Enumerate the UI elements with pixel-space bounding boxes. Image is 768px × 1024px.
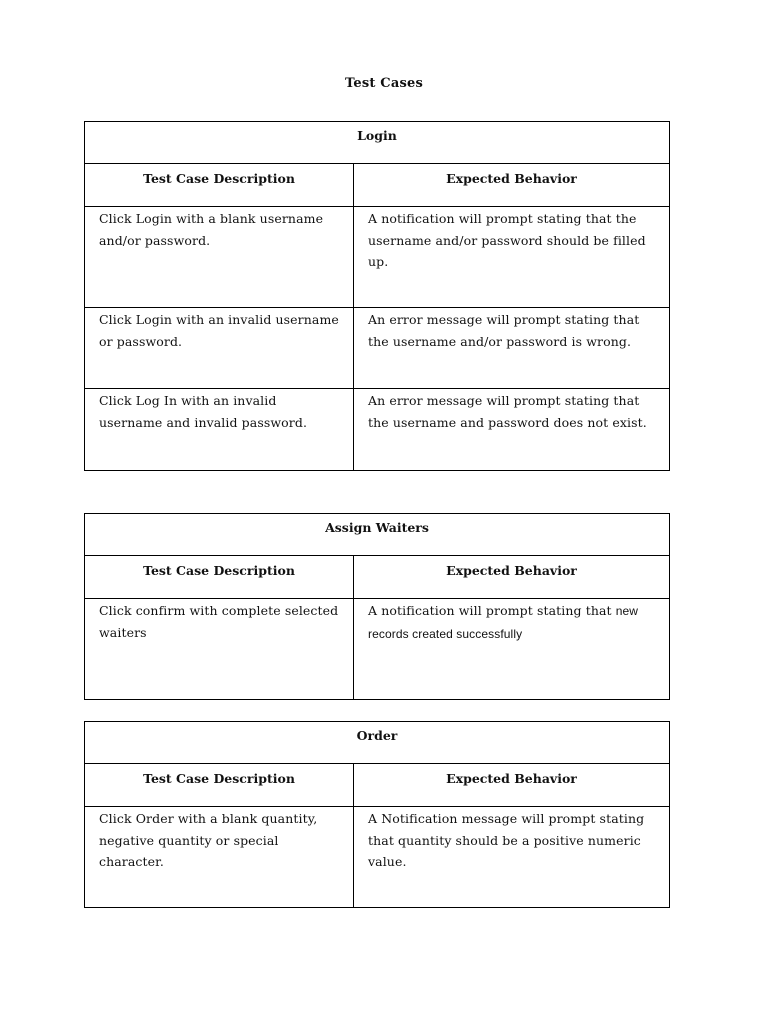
expected-behavior-text: new: [615, 604, 639, 618]
section-title: Order: [85, 722, 669, 764]
document-title: Test Cases: [345, 76, 423, 91]
column-header-expected: Expected Behavior: [446, 563, 577, 578]
table-row: [85, 807, 669, 907]
test-case-description: Click Order with a blank quantity, negative quantity or special character.: [85, 807, 354, 907]
expected-behavior-text: records created successfully: [368, 626, 523, 641]
expected-behavior: [354, 599, 669, 699]
column-header-description: Test Case Description: [85, 556, 354, 598]
table-row: [85, 389, 669, 470]
column-header-expected: Expected Behavior: [446, 771, 577, 786]
expected-behavior: An error message will prompt stating that the username and/or password is wrong.: [368, 312, 640, 349]
test-case-description: Click Login with a blank username and/or password.: [85, 207, 354, 307]
test-case-description: Click confirm with complete selected waiters: [85, 599, 354, 699]
section-title: Login: [85, 122, 669, 164]
table-header-row: [85, 164, 669, 207]
test-case-description: Click Log In with an invalid username and invalid password.: [85, 389, 354, 470]
expected-behavior: A notification will prompt stating that the username and/or password should be filled up.: [368, 211, 646, 269]
expected-behavior: A Notification message will prompt stating that quantity should be a positive numeric value.: [368, 811, 645, 869]
order-test-table: [84, 721, 670, 908]
table-row: [85, 599, 669, 699]
column-header-description: Test Case Description: [85, 764, 354, 806]
column-header-expected: Expected Behavior: [446, 171, 577, 186]
expected-behavior: An error message will prompt stating that the username and password does not exist.: [368, 393, 647, 430]
expected-behavior-text: A notification will prompt stating that: [368, 603, 612, 618]
table-row: [85, 207, 669, 308]
column-header-description: Test Case Description: [85, 164, 354, 206]
login-test-table: [84, 121, 670, 471]
table-header-row: [85, 764, 669, 807]
assign-waiters-test-table: [84, 513, 670, 700]
table-row: [85, 308, 669, 389]
test-case-description: Click Login with an invalid username or password.: [85, 308, 354, 388]
table-header-row: [85, 556, 669, 599]
section-title: Assign Waiters: [85, 514, 669, 556]
